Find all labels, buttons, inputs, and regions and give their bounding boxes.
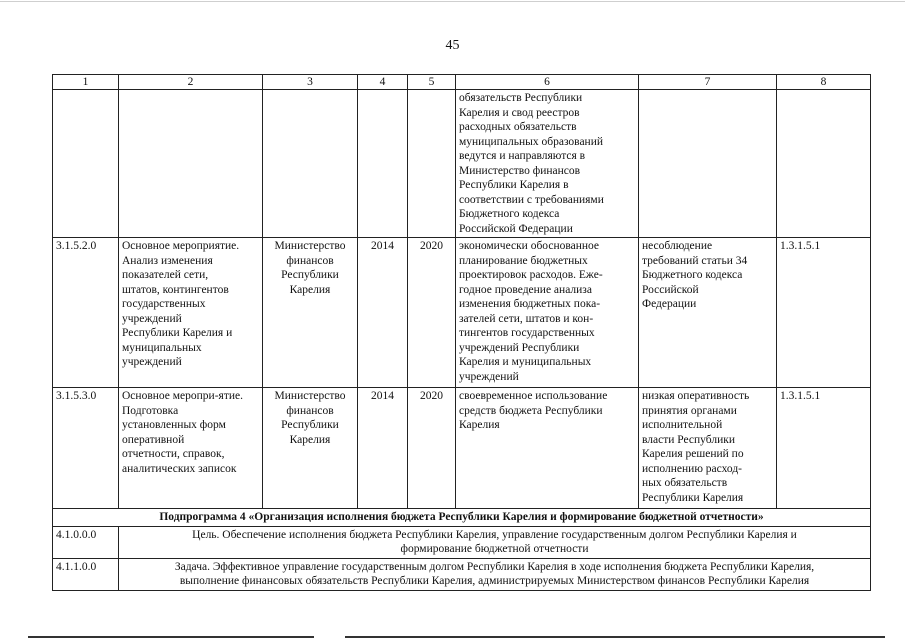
text-line: Республики — [281, 269, 339, 281]
text-line: ведутся и направляются в — [459, 150, 586, 162]
text-line: Бюджетного кодекса — [642, 269, 743, 281]
text-line: годное проведение анализа — [459, 283, 592, 296]
text-line: расходных обязательств — [459, 121, 577, 133]
task-code: 4.1.1.0.0 — [53, 558, 119, 590]
text-line: Анализ изменения — [122, 254, 213, 267]
page-number: 45 — [445, 38, 460, 53]
top-edge-line — [0, 1, 905, 2]
row-code: 3.1.5.3.0 — [53, 388, 119, 509]
text-line: Подготовка — [122, 404, 179, 417]
text-line: Карелия — [459, 419, 500, 431]
text-line: проектировок расходов. Еже- — [459, 269, 603, 281]
task-row — [53, 558, 871, 590]
text-line: выполнение финансовых обязательств Республики Карелия, администрируемых Министерством финансов Республики Карелия — [179, 575, 810, 587]
text-line: Цель. Обеспечение исполнения бюджета Республики Карелия, управление государственным долгом Республики Карелия и — [192, 528, 797, 541]
text-line: Республики — [281, 419, 339, 431]
text-line: власти Республики — [642, 433, 735, 446]
text-line: Министерство — [274, 390, 346, 402]
row-end-year — [408, 90, 456, 238]
text-line: финансов — [286, 254, 334, 267]
row-indicator — [777, 90, 871, 238]
row-start-year — [358, 90, 408, 238]
header-col-4: 4 — [358, 75, 408, 90]
text-line: обязательств Республики — [459, 92, 583, 104]
text-line: учреждений Республики — [459, 341, 580, 354]
text-line: Карелия и свод реестров — [459, 106, 580, 119]
text-line: планирование бюджетных — [459, 254, 588, 267]
text-line: Карелия — [289, 433, 331, 446]
bottom-edge-line — [345, 636, 885, 638]
row-executor — [263, 238, 358, 388]
program-table — [52, 74, 871, 591]
text-line: несоблюдение — [642, 240, 713, 252]
text-line: аналитических записок — [122, 462, 237, 475]
table-row — [53, 238, 871, 388]
header-col-8: 8 — [777, 75, 871, 90]
header-col-1: 1 — [53, 75, 119, 90]
text-line: Карелия решений по — [642, 448, 744, 460]
text-line: исполнительной — [642, 419, 723, 431]
header-col-5: 5 — [408, 75, 456, 90]
text-line: Республики Карелия — [642, 491, 744, 504]
text-line: государственных — [122, 298, 206, 310]
bottom-edge-line — [28, 636, 314, 638]
row-executor — [263, 388, 358, 509]
text-line: своевременное использование — [459, 390, 608, 402]
row-indicator: 1.3.1.5.1 — [777, 388, 871, 509]
header-col-6: 6 — [456, 75, 639, 90]
text-line: принятия органами — [642, 404, 737, 417]
goal-row — [53, 526, 871, 558]
text-line: учреждений — [122, 312, 182, 325]
text-line: экономически обоснованное — [459, 240, 600, 252]
text-line: Республики Карелия в — [459, 179, 569, 191]
text-line: изменения бюджетных пока- — [459, 298, 601, 310]
row-start-year: 2014 — [358, 238, 408, 388]
task-text — [119, 558, 871, 590]
text-line: тингентов государственных — [459, 327, 595, 339]
table-row — [53, 90, 871, 238]
text-line: Основное меропри-ятие. — [122, 390, 243, 402]
row-result — [456, 90, 639, 238]
row-risks — [639, 90, 777, 238]
row-result — [456, 238, 639, 388]
row-indicator: 1.3.1.5.1 — [777, 238, 871, 388]
text-line: Республики Карелия и — [122, 327, 233, 339]
row-end-year: 2020 — [408, 238, 456, 388]
text-line: Задача. Эффективное управление государственным долгом Республики Карелия в ходе исполнения бюджета Республики Карелия, — [174, 560, 815, 573]
text-line: формирование бюджетной отчетности — [400, 543, 589, 555]
text-line: низкая оперативность — [642, 390, 750, 402]
text-line: показателей сети, — [122, 269, 209, 281]
text-line: Бюджетного кодекса — [459, 208, 560, 220]
row-name — [119, 238, 263, 388]
text-line: исполнению расход- — [642, 462, 743, 475]
text-line: оперативной — [122, 433, 185, 446]
text-line: учреждений — [122, 356, 182, 368]
row-end-year: 2020 — [408, 388, 456, 509]
text-line: соответствии с требованиями — [459, 193, 604, 206]
text-line: Российской — [642, 283, 699, 296]
header-col-7: 7 — [639, 75, 777, 90]
goal-code: 4.1.0.0.0 — [53, 526, 119, 558]
text-line: средств бюджета Республики — [459, 404, 603, 417]
text-line: Министерство — [274, 240, 346, 252]
text-line: Карелия — [289, 283, 331, 296]
text-line: учреждений — [459, 370, 519, 383]
row-risks — [639, 388, 777, 509]
row-start-year: 2014 — [358, 388, 408, 509]
header-col-2: 2 — [119, 75, 263, 90]
text-line: ных обязательств — [642, 477, 728, 489]
subprogram-row — [53, 509, 871, 527]
text-line: Карелия и муниципальных — [459, 356, 592, 368]
header-row — [53, 75, 871, 90]
text-line: штатов, контингентов — [122, 283, 229, 296]
row-code: 3.1.5.2.0 — [53, 238, 119, 388]
text-line: Федерации — [642, 298, 697, 310]
row-name — [119, 388, 263, 509]
row-name — [119, 90, 263, 238]
text-line: Министерство финансов — [459, 164, 581, 177]
text-line: требований статьи 34 — [642, 254, 748, 267]
text-line: финансов — [286, 404, 334, 417]
goal-text — [119, 526, 871, 558]
row-result — [456, 388, 639, 509]
header-col-3: 3 — [263, 75, 358, 90]
row-executor — [263, 90, 358, 238]
text-line: Основное мероприятие. — [122, 240, 240, 252]
text-line: зателей сети, штатов и кон- — [459, 312, 594, 325]
text-line: муниципальных образований — [459, 135, 604, 148]
row-risks — [639, 238, 777, 388]
text-line: муниципальных — [122, 341, 202, 354]
text-line: Российской Федерации — [459, 222, 573, 235]
table-row — [53, 388, 871, 509]
subprogram-title: Подпрограмма 4 «Организация исполнения бюджета Республики Карелия и формирование бюджетной отчетности» — [53, 509, 871, 527]
text-line: установленных форм — [122, 419, 226, 431]
row-code — [53, 90, 119, 238]
text-line: отчетности, справок, — [122, 448, 225, 460]
